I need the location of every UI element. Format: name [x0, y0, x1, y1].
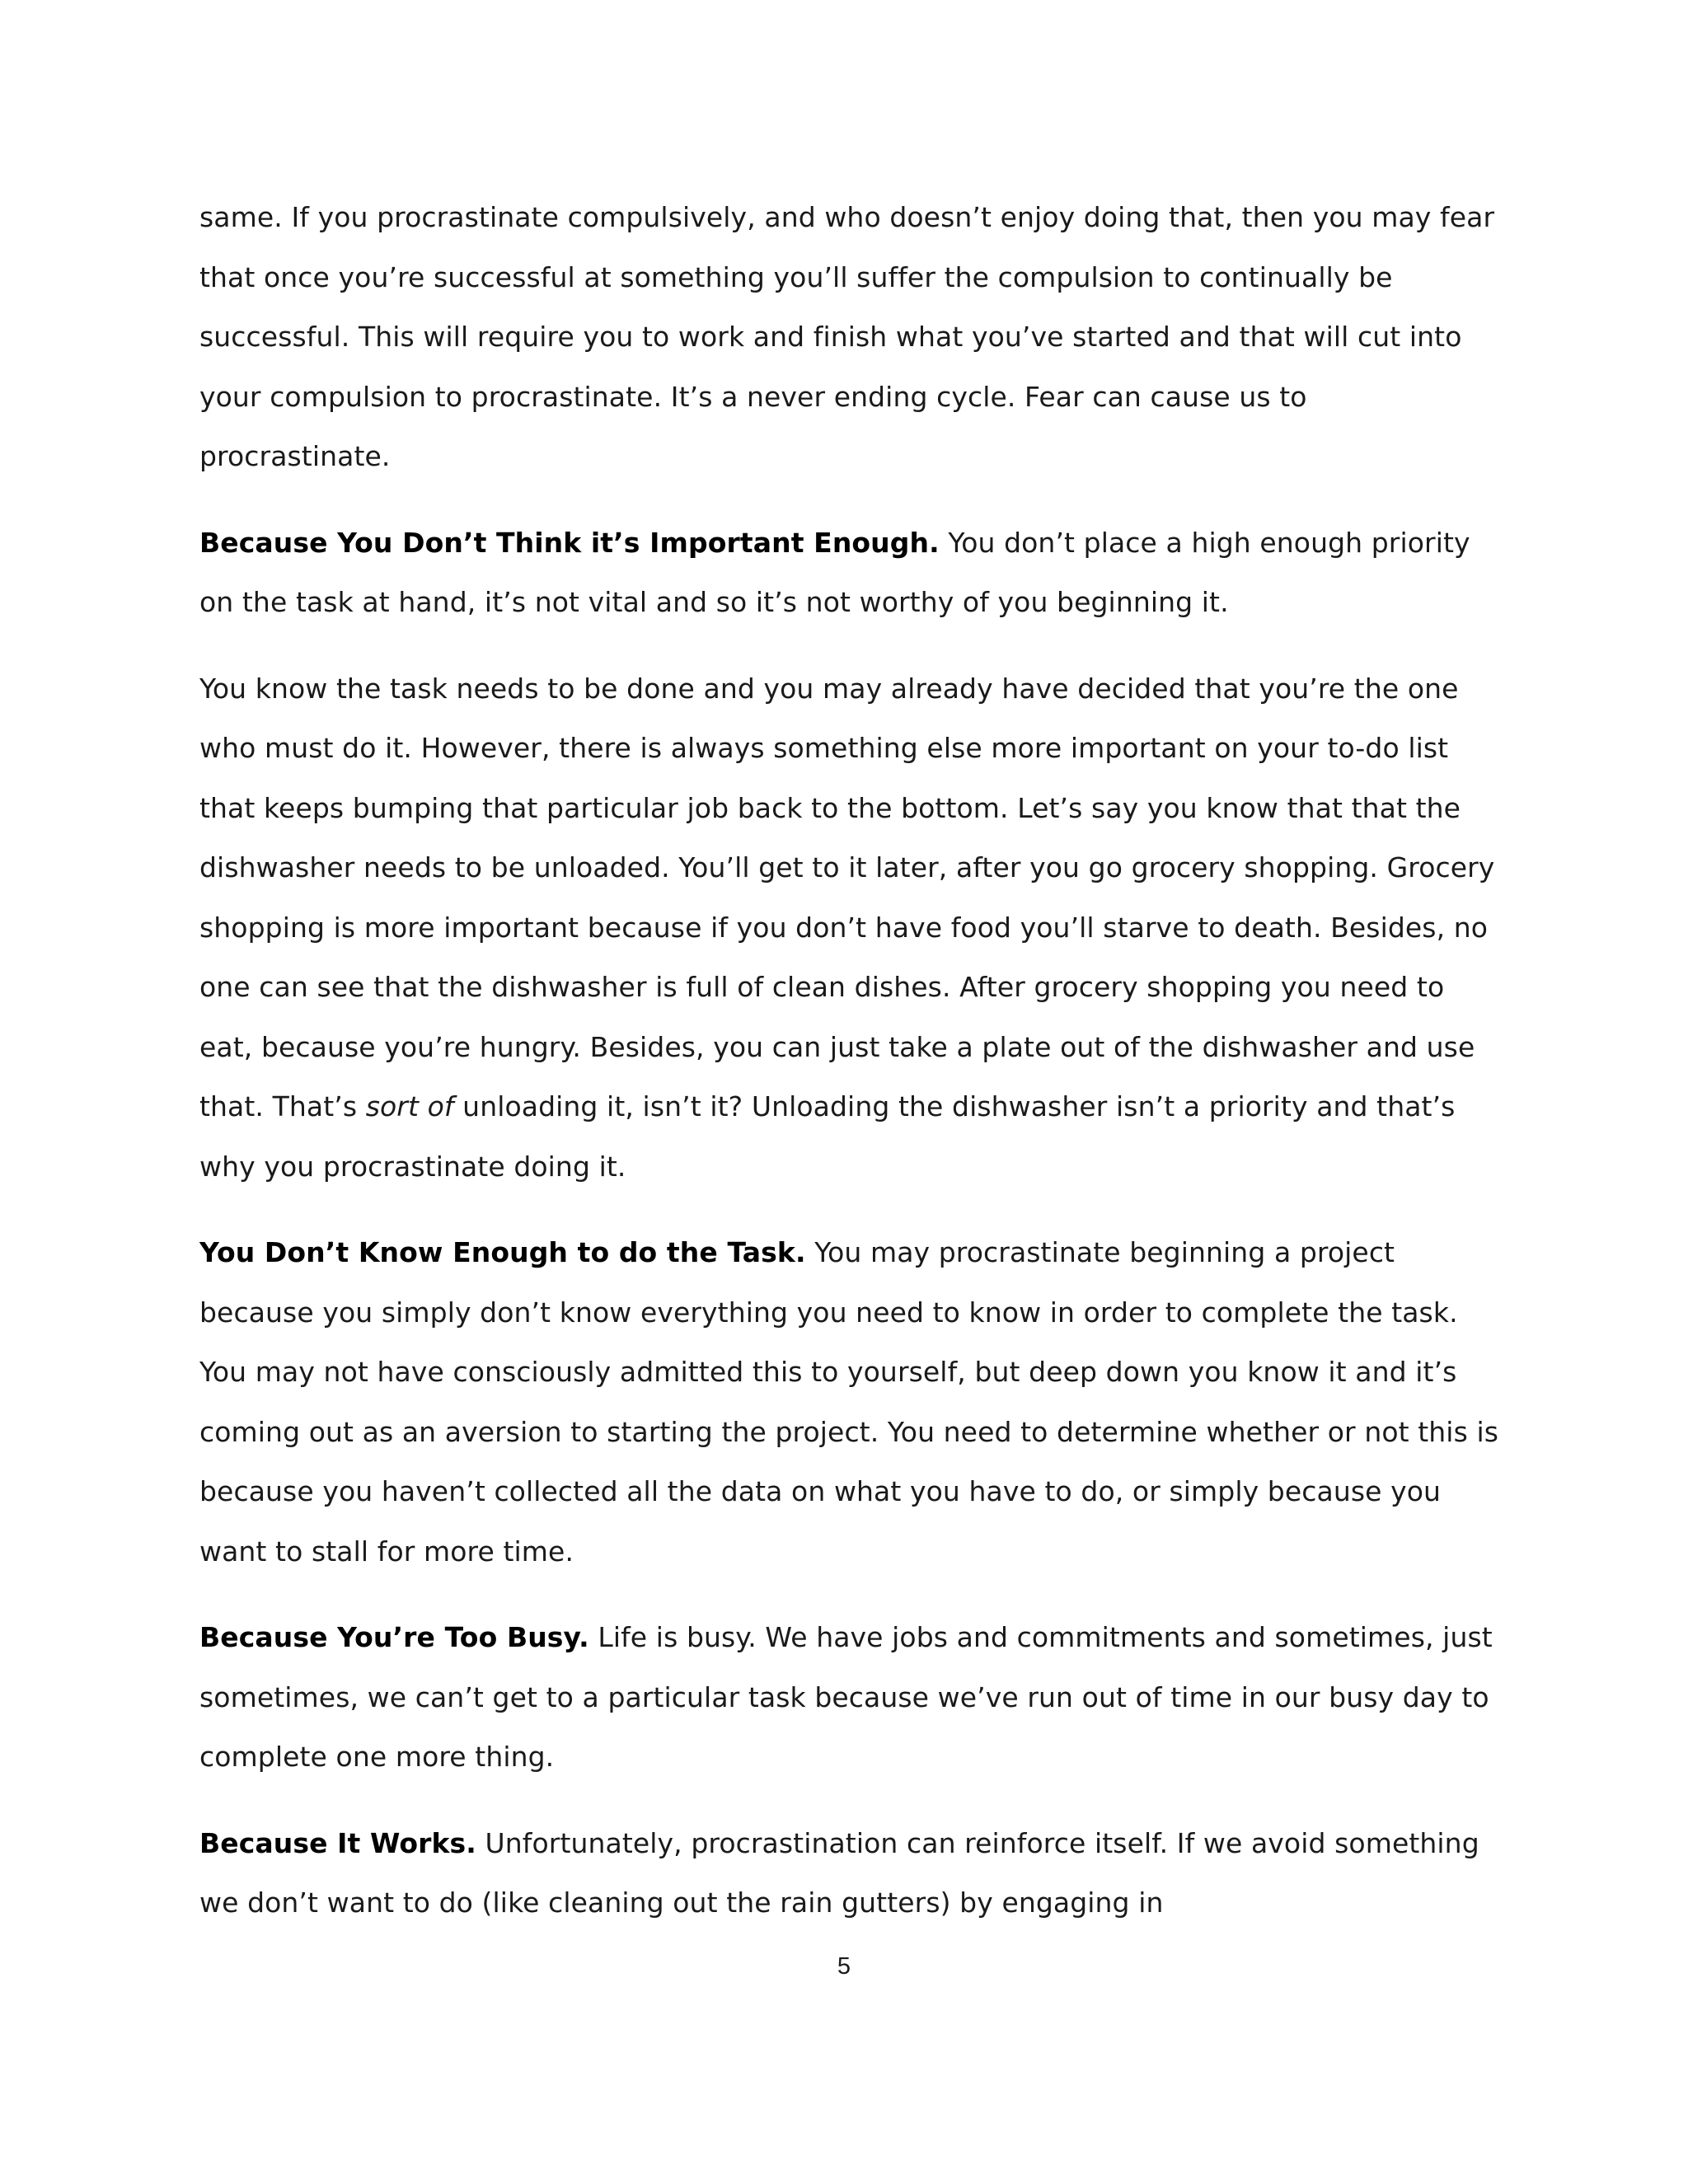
paragraph-text: You don’t place a high enough priority on the task at hand, it’s not vital and so it’s not worthy of you beginning it.	[199, 526, 1470, 618]
paragraph-dishwasher-example	[199, 659, 1502, 1197]
paragraph-text: unloading it, isn’t it? Unloading the dishwasher isn’t a priority and that’s why you procrastinate doing it.	[199, 1090, 1456, 1183]
paragraph-it-works	[199, 1814, 1502, 1933]
paragraph-dont-know-enough	[199, 1223, 1502, 1582]
body-text	[199, 188, 1502, 1960]
paragraph-text: Unfortunately, procrastination can reinforce itself. If we avoid something we don’t want to do (like cleaning out the rain gutters) by engaging in	[199, 1826, 1479, 1919]
paragraph-text: You know the task needs to be done and you may already have decided that you’re the one who must do it. However, there is always something else more important on your to-do list that keeps bumping that particular job back to the bottom. Let’s say you know that that the dishwasher needs to be unloaded. You’ll get to it later, after you go grocery shopping. Grocery shopping is more important because if you don’t have food you’ll starve to death. Besides, no one can see that the dishwasher is full of clean dishes. After grocery shopping you need to eat, because you’re hungry. Besides, you can just take a plate out of the dishwasher and use that. That’s	[199, 672, 1495, 1122]
page-number: 5	[837, 1953, 851, 1980]
section-heading: Because It Works.	[199, 1826, 476, 1859]
emphasis-text: sort of	[365, 1090, 454, 1122]
section-heading: Because You’re Too Busy.	[199, 1621, 589, 1653]
paragraph-text: Life is busy. We have jobs and commitments and sometimes, just sometimes, we can’t get to a particular task because we’ve run out of time in our busy day to complete one more thing.	[199, 1621, 1493, 1773]
paragraph-text: You may procrastinate beginning a project because you simply don’t know everything you need to know in order to complete the task. You may not have consciously admitted this to yourself, but deep down you know it and it’s coming out as an aversion to starting the project. You need to determine whether or not this is because you haven’t collected all the data on what you have to do, or simply because you want to stall for more time.	[199, 1236, 1499, 1568]
section-heading: You Don’t Know Enough to do the Task.	[199, 1236, 806, 1268]
paragraph-fear-conclusion	[199, 188, 1502, 487]
paragraph-not-important	[199, 513, 1502, 633]
paragraph-text: same. If you procrastinate compulsively, and who doesn’t enjoy doing that, then you may fear that once you’re successful at something you’ll suffer the compulsion to continually be successful. This will require you to work and finish what you’ve started and that will cut into your compulsion to procrastinate. It’s a never ending cycle. Fear can cause us to procrastinate.	[199, 201, 1495, 472]
paragraph-too-busy	[199, 1608, 1502, 1788]
section-heading: Because You Don’t Think it’s Important Enough.	[199, 526, 940, 559]
